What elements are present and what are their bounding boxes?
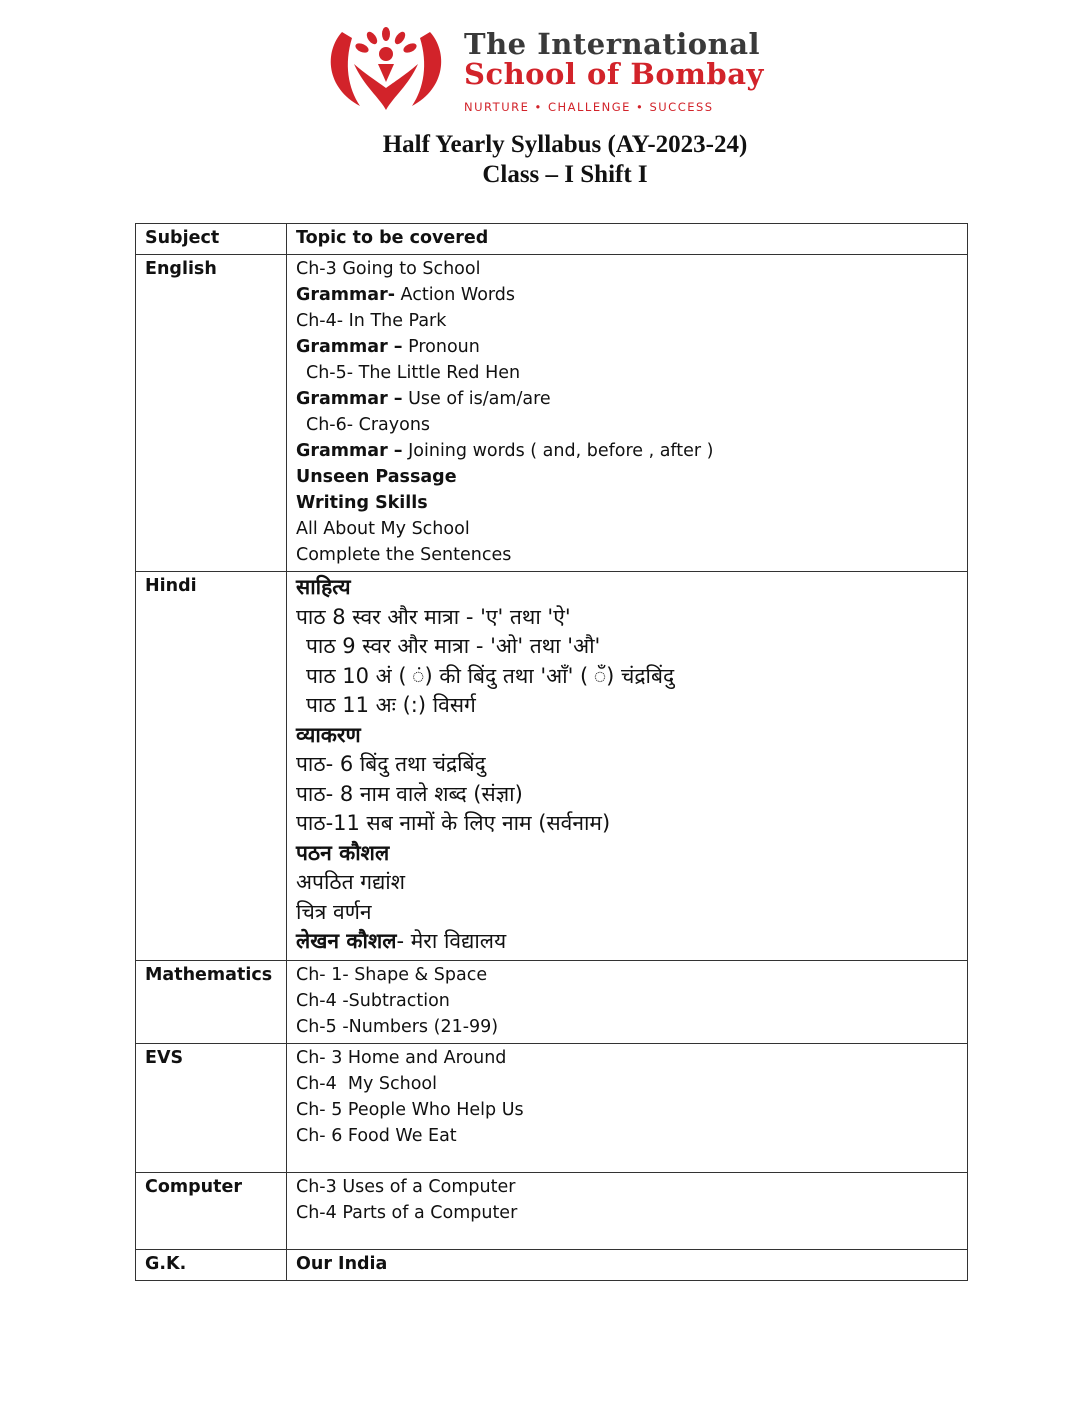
topic-text: Pronoun [402, 337, 480, 357]
topic-line: Our India [296, 1253, 388, 1274]
topic-line: Ch- 5 People Who Help Us [296, 1099, 524, 1120]
topic-line: Ch-4 -Subtraction [296, 990, 450, 1011]
topics-english [287, 255, 968, 572]
school-name-line2: School of Bombay [464, 57, 764, 91]
topic-line: पाठ 9 स्वर और मात्रा - 'ओ' तथा 'औ' [306, 634, 601, 658]
topics-mathematics [287, 960, 968, 1043]
subject-mathematics: Mathematics [136, 960, 287, 1043]
topic-line: पठन कौशल [296, 840, 390, 865]
school-emblem-icon [320, 24, 452, 114]
topic-line: Ch-6- Crayons [306, 415, 431, 435]
topic-label: Grammar – [296, 441, 403, 461]
topic-line: Unseen Passage [296, 467, 457, 487]
topic-line [296, 927, 958, 957]
topic-line [296, 438, 958, 464]
topics-gk [287, 1249, 968, 1280]
topic-label: लेखन कौशल [296, 929, 397, 953]
topic-label: Grammar – [296, 389, 403, 409]
topics-evs [287, 1043, 968, 1172]
table-header-row [136, 224, 968, 255]
topic-line: साहित्य [296, 575, 351, 599]
header-subject: Subject [136, 224, 287, 255]
table-row-mathematics [136, 960, 968, 1043]
topic-line: पाठ- 6 बिंदु तथा चंद्रबिंदु [296, 752, 486, 776]
topic-label: Grammar- [296, 285, 395, 305]
topic-line: Ch-5- The Little Red Hen [306, 363, 521, 383]
subject-english: English [136, 255, 287, 572]
topic-line: Ch-4 Parts of a Computer [296, 1202, 518, 1223]
topic-line: Ch-5 -Numbers (21-99) [296, 1016, 499, 1037]
subject-gk: G.K. [136, 1249, 287, 1280]
topic-line: अपठित गद्यांश [296, 870, 406, 894]
topic-label: Grammar – [296, 337, 403, 357]
topic-text: Joining words ( and, before , after ) [402, 441, 714, 461]
topic-line: व्याकरण [296, 722, 361, 747]
topic-line: Ch-3 Going to School [296, 259, 481, 279]
table-row-evs [136, 1043, 968, 1172]
topic-line [296, 282, 958, 308]
topic-line: Complete the Sentences [296, 545, 512, 565]
topic-line: पाठ-11 सब नामों के लिए नाम (सर्वनाम) [296, 811, 611, 835]
document-title: Half Yearly Syllabus (AY-2023-24) [382, 131, 748, 158]
topic-line: Ch- 6 Food We Eat [296, 1125, 457, 1146]
header-topic: Topic to be covered [287, 224, 968, 255]
subject-evs: EVS [136, 1043, 287, 1172]
school-name-line1: The International [464, 27, 761, 61]
topic-line: पाठ- 8 नाम वाले शब्द (संज्ञा) [296, 781, 523, 806]
table-row-english [136, 255, 968, 572]
table-row-computer [136, 1172, 968, 1249]
topics-computer [287, 1172, 968, 1249]
topic-line: Ch- 3 Home and Around [296, 1047, 507, 1068]
topic-line [296, 386, 958, 412]
topic-line: Ch-4- In The Park [296, 311, 447, 331]
topic-line: Ch- 1- Shape & Space [296, 964, 488, 985]
topics-hindi [287, 572, 968, 961]
topic-text: - मेरा विद्यालय [396, 929, 507, 953]
topic-line [296, 334, 958, 360]
table-row-hindi [136, 572, 968, 961]
subject-computer: Computer [136, 1172, 287, 1249]
topic-text: Use of is/am/are [402, 389, 551, 409]
topic-line: पाठ 8 स्वर और मात्रा - 'ए' तथा 'ऐ' [296, 604, 571, 629]
topic-line: Ch-3 Uses of a Computer [296, 1176, 516, 1197]
topic-line: Writing Skills [296, 493, 428, 513]
topic-text: Action Words [394, 285, 516, 305]
school-tagline: NURTURE • CHALLENGE • SUCCESS [464, 100, 714, 114]
topic-line: All About My School [296, 519, 470, 539]
topic-line: Ch-4 My School [296, 1073, 437, 1094]
subject-hindi: Hindi [136, 572, 287, 961]
document-title-block [0, 130, 1088, 190]
topic-line: पाठ 10 अं ( ं) की बिंदु तथा 'आँ' ( ँ) चंद्रबिंदु [306, 663, 675, 688]
syllabus-table [135, 223, 968, 1281]
school-logo [320, 24, 770, 120]
topic-line: चित्र वर्णन [296, 899, 372, 924]
document-subtitle: Class – I Shift I [482, 161, 648, 188]
topic-line: पाठ 11 अः (:) विसर्ग [306, 693, 476, 717]
table-row-gk [136, 1249, 968, 1280]
